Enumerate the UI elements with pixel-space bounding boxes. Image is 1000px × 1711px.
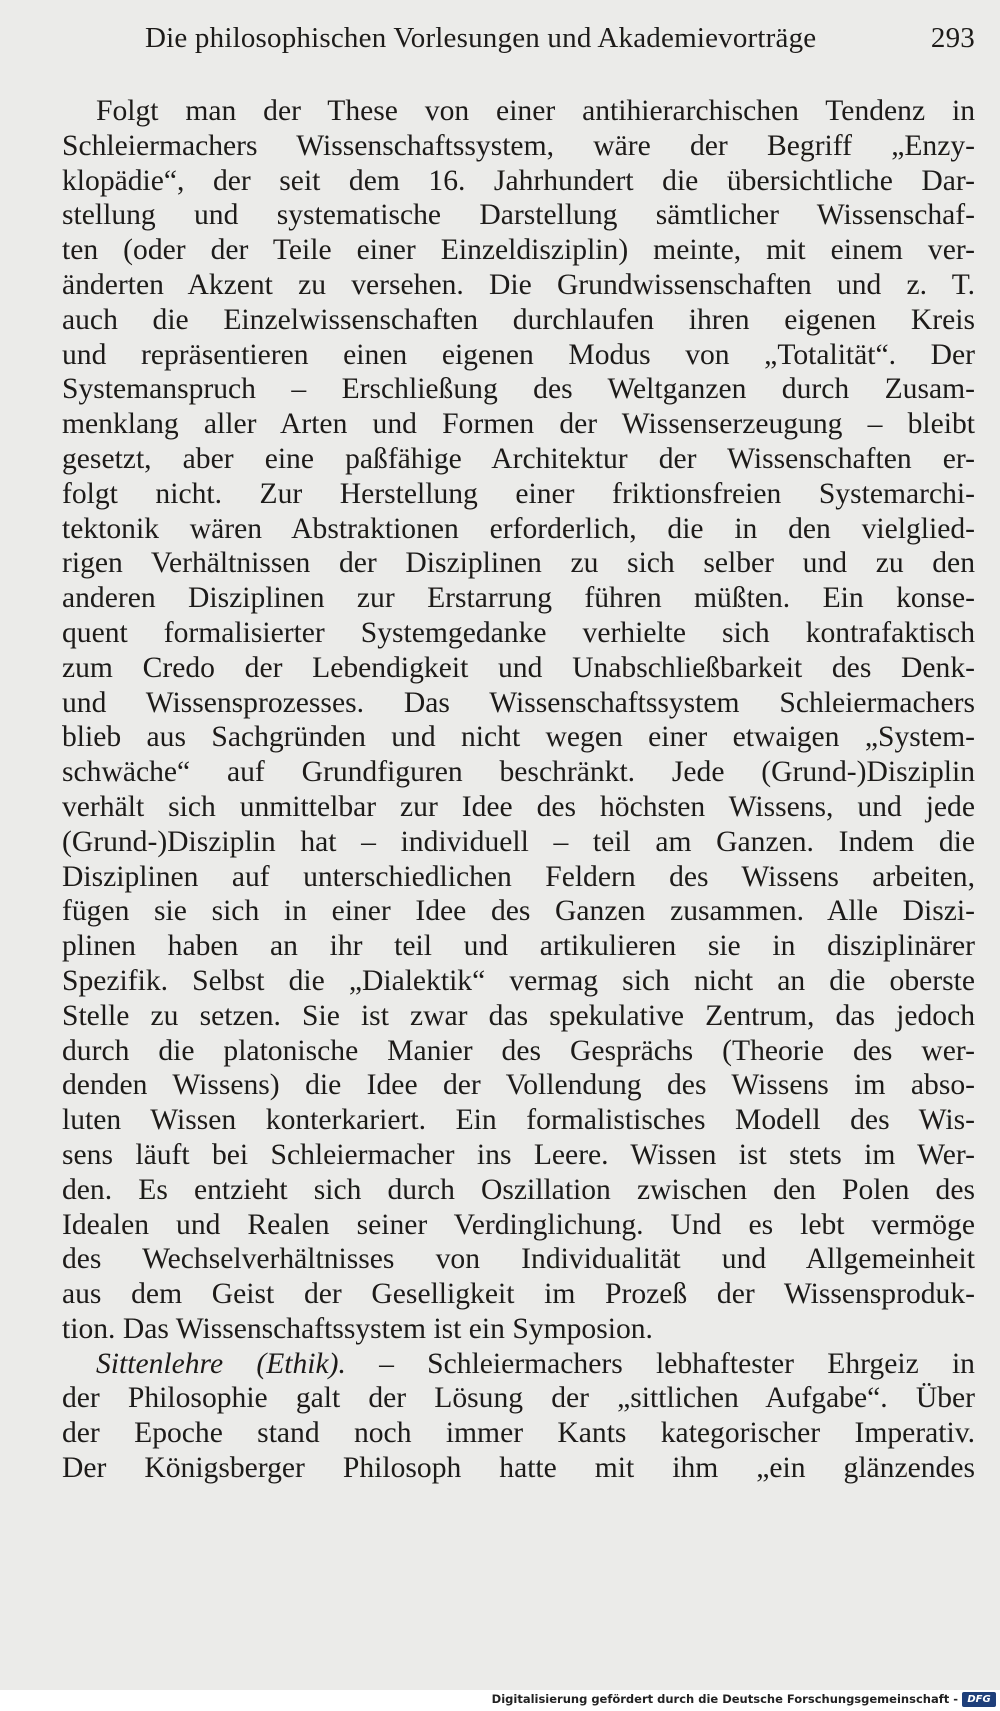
page-number: 293 xyxy=(930,22,975,54)
text-line: ten (oder der Teile einer Einzeldisziplin) meinte, mit einem ver- xyxy=(62,234,975,267)
text-line: luten Wissen konterkariert. Ein formalistisches Modell des Wis- xyxy=(62,1104,975,1137)
running-title: Die philosophischen Vorlesungen und Akademievorträge xyxy=(145,22,817,54)
text-line: anderen Disziplinen zur Erstarrung führen müßten. Ein konse- xyxy=(62,582,975,615)
text-line: plinen haben an ihr teil und artikulieren sie in disziplinärer xyxy=(62,930,975,963)
text-line: schwäche“ auf Grundfiguren beschränkt. Jede (Grund-)Disziplin xyxy=(62,756,975,789)
text-line: der Epoche stand noch immer Kants kategorischer Imperativ. xyxy=(62,1417,975,1450)
text-line: quent formalisierter Systemgedanke verhielte sich kontrafaktisch xyxy=(62,616,975,649)
text-line: klopädie“, der seit dem 16. Jahrhundert die übersichtliche Dar- xyxy=(62,164,975,197)
text-line: zum Credo der Lebendigkeit und Unabschließbarkeit des Denk- xyxy=(62,651,975,684)
text-line: des Wechselverhältnisses von Individualität und Allgemeinheit xyxy=(62,1243,975,1276)
text-line: und repräsentieren einen eigenen Modus von „Totalität“. Der xyxy=(62,338,975,371)
text-line: fügen sie sich in einer Idee des Ganzen zusammen. Alle Diszi- xyxy=(62,895,975,928)
dfg-logo: DFG xyxy=(962,1692,996,1707)
text-line: Schleiermachers Wissenschaftssystem, wäre der Begriff „Enzy- xyxy=(62,129,975,162)
text-fragment: – Schleiermachers lebhaftester Ehrgeiz in xyxy=(345,1347,975,1380)
text-line: folgt nicht. Zur Herstellung einer friktionsfreien Systemarchi- xyxy=(62,477,975,510)
text-line: gesetzt, aber eine paßfähige Architektur der Wissenschaften er- xyxy=(62,442,975,475)
body-text xyxy=(62,94,975,1486)
text-line: auch die Einzelwissenschaften durchlaufen ihren eigenen Kreis xyxy=(62,303,975,336)
text-line: aus dem Geist der Geselligkeit im Prozeß der Wissensproduk- xyxy=(62,1278,975,1311)
text-line: und Wissensprozesses. Das Wissenschaftssystem Schleiermachers xyxy=(62,686,975,719)
text-line: den. Es entzieht sich durch Oszillation zwischen den Polen des xyxy=(62,1173,975,1206)
text-line: durch die platonische Manier des Gesprächs (Theorie des wer- xyxy=(62,1034,975,1067)
text-line: Spezifik. Selbst die „Dialektik“ vermag sich nicht an die oberste xyxy=(62,964,975,997)
text-line: tektonik wären Abstraktionen erforderlich, die in den vielglied- xyxy=(62,512,975,545)
text-line: denden Wissens) die Idee der Vollendung des Wissens im abso- xyxy=(62,1069,975,1102)
running-header xyxy=(145,22,975,62)
text-line: änderten Akzent zu versehen. Die Grundwissenschaften und z. T. xyxy=(62,268,975,301)
text-line: verhält sich unmittelbar zur Idee des höchsten Wissens, und jede xyxy=(62,790,975,823)
text-line: Der Königsberger Philosoph hatte mit ihm „ein glänzendes xyxy=(62,1452,975,1485)
footer-credit: Digitalisierung gefördert durch die Deutsche Forschungsgemeinschaft - xyxy=(491,1692,958,1706)
text-line: Folgt man der These von einer antihierarchischen Tendenz in xyxy=(96,95,975,127)
text-line: Systemanspruch – Erschließung des Weltganzen durch Zusam- xyxy=(62,373,975,406)
text-line: menklang aller Arten und Formen der Wissenserzeugung – bleibt xyxy=(62,408,975,441)
text-line: tion. Das Wissenschaftssystem ist ein Symposion. xyxy=(62,1312,653,1345)
text-line: rigen Verhältnissen der Disziplinen zu sich selber und zu den xyxy=(62,547,975,580)
text-line: Stelle zu setzen. Sie ist zwar das spekulative Zentrum, das jedoch xyxy=(62,999,975,1032)
text-line: sens läuft bei Schleiermacher ins Leere. Wissen ist stets im Wer- xyxy=(62,1138,975,1171)
digitization-footer xyxy=(0,1690,1000,1711)
text-line: (Grund-)Disziplin hat – individuell – teil am Ganzen. Indem die xyxy=(62,825,975,858)
section-heading-inline: Sittenlehre (Ethik). xyxy=(96,1347,346,1380)
paragraph-start-line xyxy=(62,1347,975,1382)
text-line: stellung und systematische Darstellung sämtlicher Wissenschaf- xyxy=(62,199,975,232)
text-line: Idealen und Realen seiner Verdinglichung. Und es lebt vermöge xyxy=(62,1208,975,1241)
text-line: blieb aus Sachgründen und nicht wegen einer etwaigen „System- xyxy=(62,721,975,754)
text-line: Disziplinen auf unterschiedlichen Feldern des Wissens arbeiten, xyxy=(62,860,975,893)
text-line: der Philosophie galt der Lösung der „sittlichen Aufgabe“. Über xyxy=(62,1382,975,1415)
